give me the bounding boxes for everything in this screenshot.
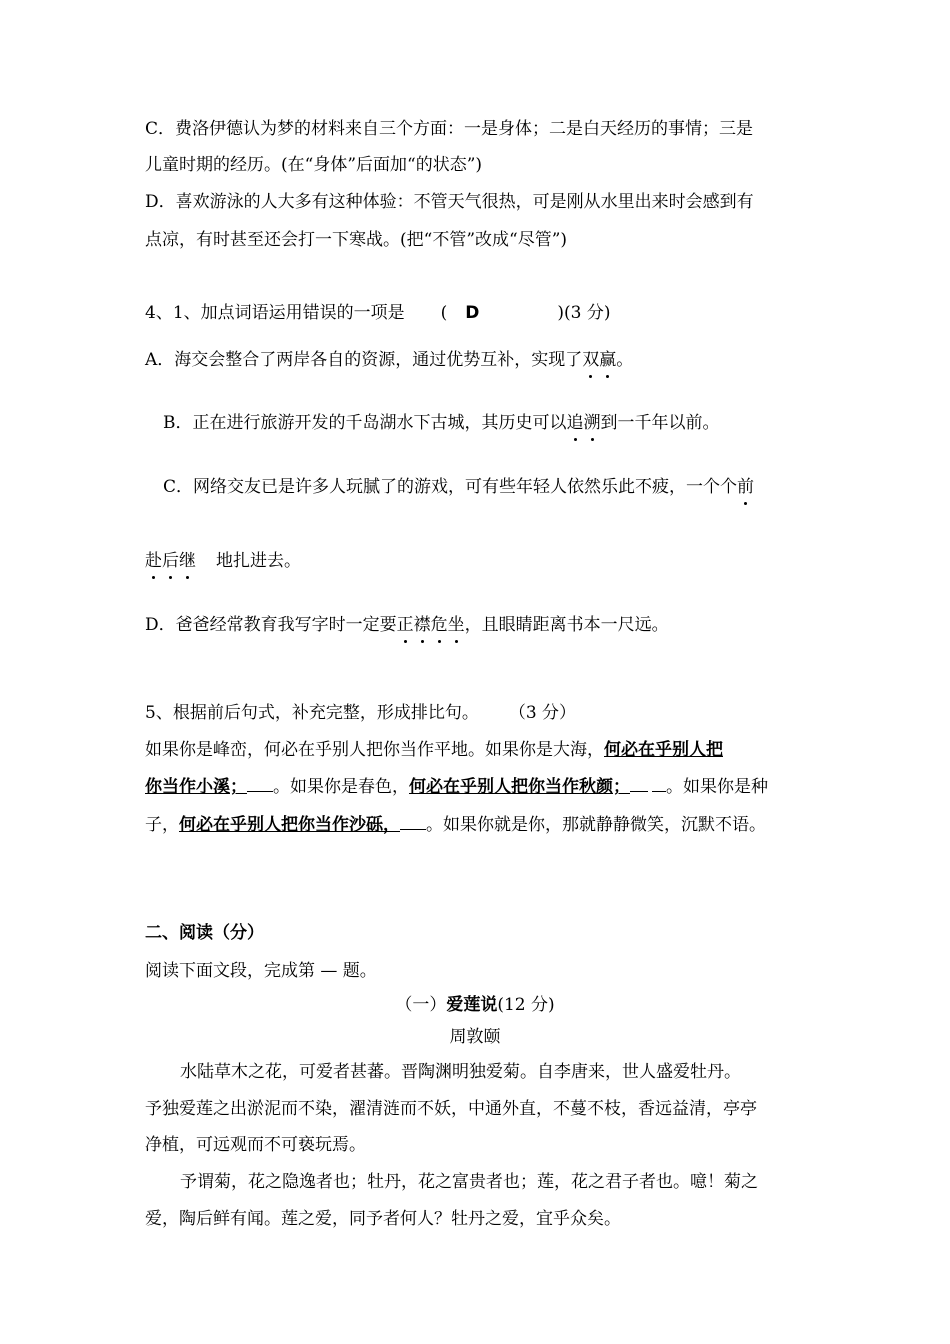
q5-line1 — [145, 738, 723, 762]
q4-option-c-line2 — [145, 549, 301, 573]
q5-line3-start: 子， — [145, 815, 179, 835]
passage-p1-line3: 净植，可远观而不可亵玩焉。 — [145, 1135, 366, 1155]
q4-option-a-text: A．海交会整合了两岸各自的资源，通过优势互补，实现了 — [145, 350, 583, 370]
dotted-char: 坐 — [447, 615, 465, 635]
passage-p1-line2: 予独爱莲之出淤泥而不染，濯清涟而不妖，中通外直，不蔓不枝，香远益清，亭亭 — [145, 1099, 757, 1119]
q4-stem: 4、1、加点词语运用错误的一项是 — [145, 303, 405, 323]
q4-option-c-line1 — [163, 475, 754, 499]
passage-p2-line2: 爱，陶后鲜有闻。莲之爱，同予者何人？牡丹之爱，宜乎众矣。 — [145, 1209, 621, 1229]
q5-line2 — [145, 775, 768, 799]
dotted-char: 赢 — [599, 350, 617, 370]
passage-title-score: (12 分) — [497, 995, 555, 1015]
q3-option-c-line1: C．费洛伊德认为梦的材料来自三个方面：一是身体；二是白天经历的事情；三是 — [145, 119, 754, 139]
reading-instruction: 阅读下面文段，完成第 — 题。 — [145, 961, 377, 981]
dotted-char: 溯 — [583, 413, 601, 433]
dotted-char: 前 — [737, 477, 755, 497]
q5-answer-1a: 何必在乎别人把 — [604, 740, 723, 760]
blank-line — [400, 813, 426, 830]
q3-option-d-line1: D．喜欢游泳的人大多有这种体验：不管天气很热，可是刚从水里出来时会感到有 — [145, 192, 754, 212]
q4-option-a — [145, 348, 633, 372]
q4-paren-open: ( — [440, 303, 448, 323]
passage-p1-line1: 水陆草木之花，可爱者甚蕃。晋陶渊明独爱菊。自李唐来，世人盛爱牡丹。 — [180, 1062, 741, 1082]
q5-line2-text: 。如果你是春色， — [273, 777, 409, 797]
q3-option-c-line2: 儿童时期的经历。(在“身体”后面加“的状态”) — [145, 155, 483, 175]
q4-option-b-text: B．正在进行旅游开发的千岛湖水下古城，其历史可以 — [163, 413, 567, 433]
blank-line — [247, 775, 273, 792]
q5-line2-end: 。如果你是种 — [666, 777, 768, 797]
q5-line3 — [145, 813, 766, 837]
dotted-char: 襟 — [413, 615, 431, 635]
q5-stem-line — [145, 701, 576, 725]
q4-option-a-end: 。 — [616, 350, 634, 370]
passage-author: 周敦颐 — [449, 1027, 501, 1047]
dotted-char: 双 — [582, 350, 600, 370]
q4-option-d-text: D．爸爸经常教育我写字时一定要 — [145, 615, 397, 635]
blank-line — [652, 775, 666, 792]
q4-option-d-end: ，且眼睛距离书本一尺远。 — [464, 615, 669, 635]
q5-line1-text: 如果你是峰峦，何必在乎别人把你当作平地。如果你是大海， — [145, 740, 604, 760]
q5-answer-3: 何必在乎别人把你当作沙砾， — [179, 815, 400, 835]
dotted-char: 追 — [566, 413, 584, 433]
dotted-char: 正 — [396, 615, 414, 635]
passage-title-prefix: （一） — [395, 995, 447, 1015]
passage-title-main: 爱莲说 — [446, 995, 498, 1015]
dotted-char: 危 — [430, 615, 448, 635]
passage-title — [0, 993, 950, 1017]
q4-option-b-end: 到一千年以前。 — [600, 413, 720, 433]
blank-line — [630, 775, 648, 792]
q5-stem: 5、根据前后句式，补充完整，形成排比句。 — [145, 703, 479, 723]
q4-answer: D — [465, 303, 480, 323]
q4-stem-line — [145, 301, 611, 325]
q5-line3-end: 。如果你就是你，那就静静微笑，沉默不语。 — [426, 815, 766, 835]
dotted-char: 继 — [179, 551, 196, 571]
dotted-char: 后 — [162, 551, 179, 571]
passage-p2-line1: 予谓菊，花之隐逸者也；牡丹，花之富贵者也；莲，花之君子者也。噫！菊之 — [180, 1172, 758, 1192]
reading-heading: 二、阅读（分） — [145, 923, 264, 943]
q4-option-c-end: 地扎进去。 — [216, 551, 301, 571]
q5-answer-1b: 你当作小溪； — [145, 777, 247, 797]
q5-score: （3 分） — [508, 703, 577, 723]
q4-paren-close: )(3 分) — [557, 303, 611, 323]
q4-option-d — [145, 613, 669, 637]
dotted-char: 赴 — [145, 551, 162, 571]
q4-option-c-text: C．网络交友已是许多人玩腻了的游戏，可有些年轻人依然乐此不疲，一个个 — [163, 477, 738, 497]
q4-option-b — [163, 411, 720, 435]
q5-answer-2: 何必在乎别人把你当作秋颜； — [409, 777, 630, 797]
q3-option-d-line2: 点凉，有时甚至还会打一下寒战。(把“不管”改成“尽管”) — [145, 230, 568, 250]
